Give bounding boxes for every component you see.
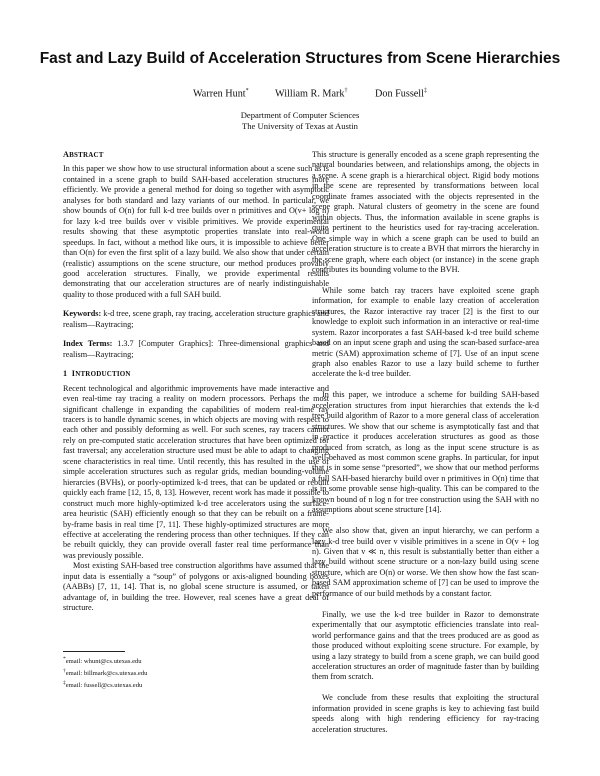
right-paragraph-2: While some batch ray tracers have exploited scene graph information, for example to enable lazy creation of acceleration structures, the Razor interactive ray tracer [2] is the first to our knowledge to exploit such information in an interactive or real-time system. Razor incorporates a fast SAH-based k-d tree build scheme based on an input scene graph and using the scan-based surface-area metric (SAM) approximation scheme of [7]. Use of an input scene graph also enables Razor to use a lazy build scheme to further accelerate the k-d tree builder. bbox=[312, 285, 539, 379]
right-paragraph-6: We conclude from these results that exploiting the structural information provided in scene graphs is key to achieving fast build speeds along with high rendering efficiency for ray-tracing acceleration structures. bbox=[312, 693, 539, 734]
abstract-heading: ABSTRACT bbox=[63, 150, 104, 159]
index-terms: Index Terms: 1.3.7 [Computer Graphics]: Three-dimensional graphics and realism—Raytracing; bbox=[63, 339, 329, 359]
footnote-2: †email: billmark@cs.utexas.edu bbox=[63, 667, 148, 677]
right-paragraph-4: We also show that, given an input hierarchy, we can perform a lazy k-d tree build over v visible primitives in a scene in O(v + log n). Given that v ≪ n, this result is substantially better than either a lazy build without scene structure or a non-lazy build using scene structure, which are O(n) or worse. We then show how the fast scan-based SAM approximation scheme of [7] can be used to improve the performance of our build methods by a constant factor. bbox=[312, 526, 539, 598]
right-paragraph-1: This structure is generally encoded as a scene graph representing the natural boundaries between, and relationships among, the objects in a scene. A scene graph is a hierarchical object. Rigid body motions in the scene are represented by transformations between local coordinate frames associated with the objects represented in the scene graph. Natural clusters of geometry in the scene are found within objects. Thus, the information available in scene graphs is quite pertinent to the heuristics used for ray-tracing acceleration. One simple way in which a scene graph can be used to build an acceleration structure is to create a BVH that mirrors the hierarchy in the scene graph, where each object (or instance) in the scene graph contributes its bounding volume to the BVH. bbox=[312, 150, 539, 274]
affiliation bbox=[0, 110, 600, 131]
author-2: William R. Mark† bbox=[275, 88, 348, 100]
intro-paragraph-2: Most existing SAH-based tree construction algorithms have assumed that the input data is essentially a “soup” of polygons or axis-aligned bounding boxes (AABBs) [7, 11, 14]. That is, no global scene structure is assumed, or taken advantage of, in building the tree. However, real scenes have a great deal of structure. bbox=[63, 561, 329, 613]
right-column bbox=[312, 150, 539, 745]
author-3: Don Fussell‡ bbox=[375, 88, 427, 100]
footnote-1: *email: whunt@cs.utexas.edu bbox=[63, 656, 142, 666]
left-column bbox=[63, 150, 329, 614]
intro-paragraph-1: Recent technological and algorithmic improvements have made interactive and even real-time ray tracing a reality on modern processors. Perhaps the most significant challenge in expanding the capabilities of modern real-time ray tracers is to handle dynamic scenes, in which objects are moving with respect to each other and possibly deforming as well. For such scenes, ray tracers cannot rely on pre-computed static acceleration structures that have been optimized for fast traversal; any acceleration structure used must be able to adapt to changing scene characteristics in real time. Until recently, this has resulted in the use of simple acceleration structures such as regular grids, median bounding-volume hierarcies (BVHs), or poorly-optimized k-d trees, that can be updated or rebuilt quickly each frame [12, 15, 8, 13]. However, recent work has made it possible to construct much more highly-optimized k-d tree accelerators using the surface-area heuristic (SAH) efficiently enough so that they can be rebuilt on a frame-by-frame basis in real time [7, 11]. These highly-optimized structures are more effective at accelerating the rendering process than other techniques. If they can be rebuilt quickly, they can provide overall faster real time performance than was previously possible. bbox=[63, 383, 329, 560]
affiliation-dept: Department of Computer Sciences bbox=[240, 110, 360, 120]
abstract-text: In this paper we show how to use structural information about a scene such as is contained in a scene graph to build SAH-based acceleration structures more efficiently. We provide a general method for doing so together with asymptotic analyses for both standard and lazy variants of our method. In particular, we show bounds of O(n) for full k-d tree builds over n primitives and O(v+ log n) for lazy k-d tree builds over v visible primitives. We provide experimental results showing that these asymptotic properties translate into real-world speedups. In fact, without a method like ours, it is impossible to achieve better than O(n) for even the first split of a lazy build. We also show that under certain (realistic) assumptions on the scene structure, our method produces provably good acceleration structures. Finally, we provide experimental results demonstrating that our acceleration structures are of nearly indistinguishable quality to those produced with a full SAH build. bbox=[63, 164, 329, 299]
footnotes bbox=[63, 655, 323, 690]
affiliation-univ: The University of Texas at Austin bbox=[242, 120, 358, 131]
keywords: Keywords: k-d tree, scene graph, ray tracing, acceleration structure graphics and realism—Raytracing; bbox=[63, 309, 329, 329]
right-paragraph-3: In this paper, we introduce a scheme for building SAH-based acceleration structures from input hierarchies that extends the k-d tree build algorithm of Razor to a more general class of acceleration structures. We show that our scheme is asymptotically fast and that in practice it produces acceleration structures as good as those produced from scratch, as long as the input scene structure is as well-behaved as most common scene graphs. In particular, for input that is in some sense “presorted”, we show that our method performs a full SAH-based hierarchy build over n primitives in O(n) time that is in some provable sense high-quality. This can be compared to the known bound of n log n for tree construction using the SAH with no assumptions about scene structure [14]. bbox=[312, 390, 539, 515]
author-1: Warren Hunt* bbox=[193, 88, 249, 100]
footnote-3: ‡email: fussell@cs.utexas.edu bbox=[63, 679, 143, 689]
right-paragraph-5: Finally, we use the k-d tree builder in Razor to demonstrate experimentally that our asymptotic efficiencies translate into real-world performance gains and that the trees produced are as good as those produced without exploiting scene structure. For example, by using a lazy strategy to build from a scene graph, we can build good acceleration structures an order of magnitude faster than by building them from scratch. bbox=[312, 609, 539, 682]
footnote-rule bbox=[63, 651, 125, 652]
paper-title: Fast and Lazy Build of Acceleration Structures from Scene Hierarchies bbox=[39, 50, 561, 67]
intro-heading: 1 INTRODUCTION bbox=[63, 369, 131, 379]
